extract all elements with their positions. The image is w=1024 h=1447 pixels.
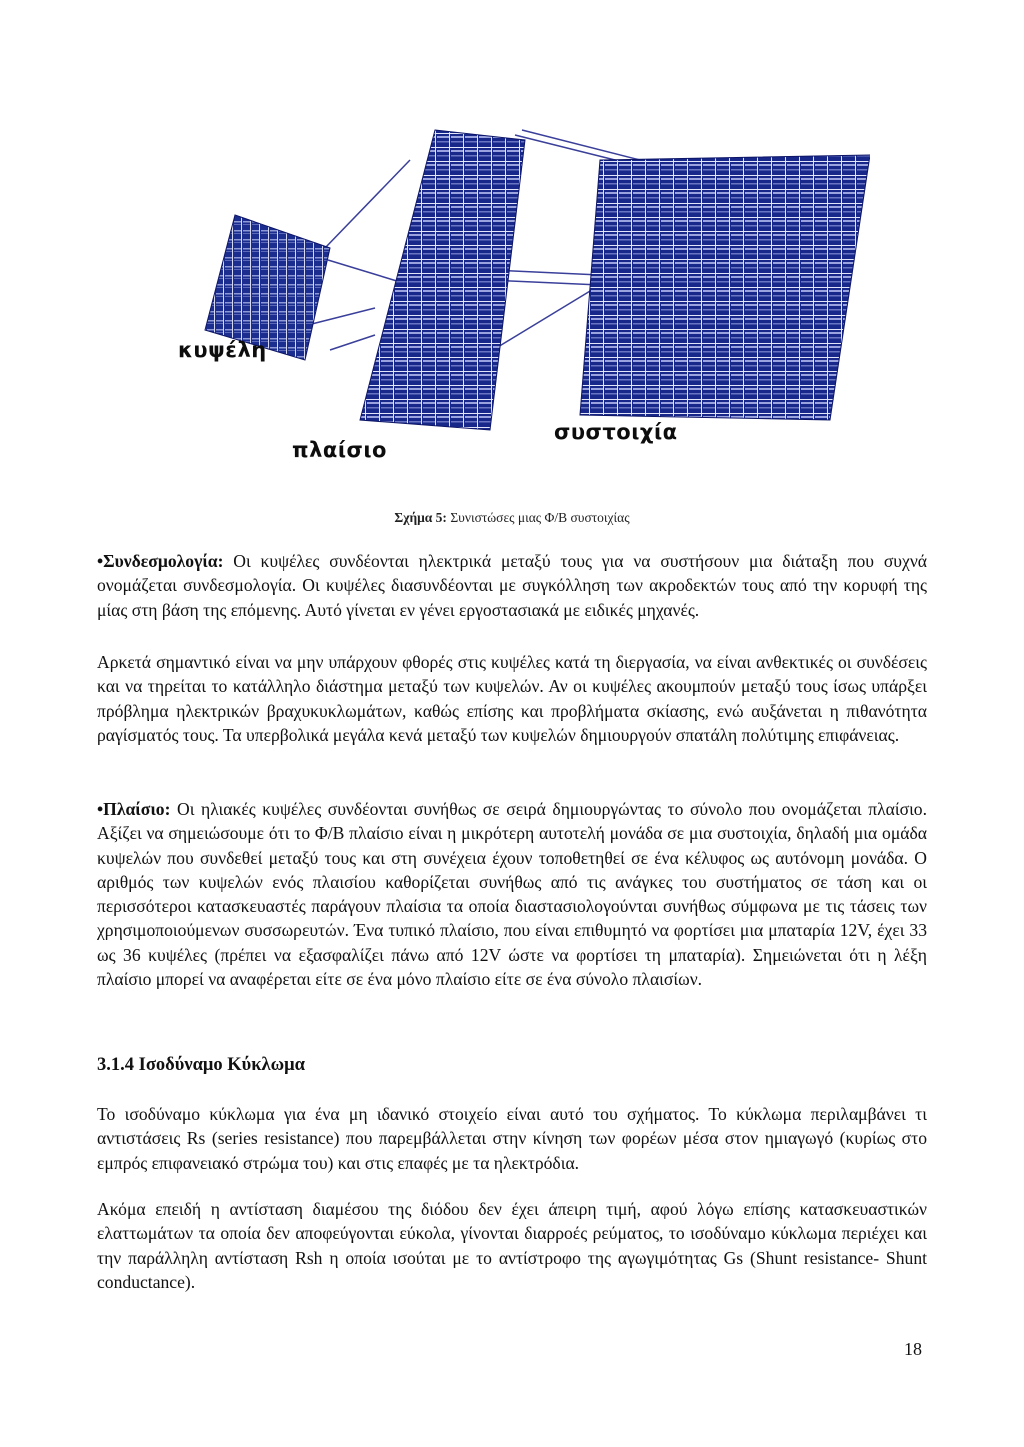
paragraph-module [97, 797, 927, 991]
paragraph-connection [97, 549, 927, 622]
section-heading: 3.1.4 Ισοδύναμο Κύκλωμα [97, 1055, 305, 1075]
paragraph-equivalent-circuit: Το ισοδύναμο κύκλωμα για ένα μη ιδανικό στοιχείο είναι αυτό του σχήματος. Το κύκλωμα περιλαμβάνει τι αντιστάσεις Rs (series resistance) που παρεμβάλλεται στην κίνηση των φορέων μέσα στον ημιαγωγό (κυρίως στο εμπρός επιφανειακό στρώμα του) και στις επαφές με τα ηλεκτρόδια. [97, 1104, 927, 1173]
pv-array-figure [170, 120, 870, 465]
label-module: πλαίσιο [292, 438, 387, 462]
paragraph-connection-text: Οι κυψέλες συνδέονται ηλεκτρικά μεταξύ τους για να συστήσουν μια διάταξη που συχνά ονομάζεται συνδεσμολογία. Οι κυψέλες διασυνδέονται με συγκόλληση των ακροδεκτών τους από την κορυφή της μίας στη βάση της επόμενης. Αυτό γίνεται εν γένει εργοστασιακά με ειδικές μηχανές. [97, 551, 927, 620]
paragraph-spacing: Αρκετά σημαντικό είναι να μην υπάρχουν φθορές στις κυψέλες κατά τη διεργασία, να είναι ανθεκτικές οι συνδέσεις και να τηρείται το κατάλληλο διάστημα μεταξύ των κυψελών. Αν οι κυψέλες ακουμπούν μεταξύ τους ίσως υπάρξει πρόβλημα ηλεκτρικών βραχυκυκλωμάτων, καθώς επίσης και προβλήματα σκίασης, ενώ αυξάνεται η πιθανότητα ραγίσματός τους. Τα υπερβολικά μεγάλα κενά μεταξύ των κυψελών δημιουργούν σπατάλη πολύτιμης επιφάνειας. [97, 652, 927, 745]
module-panel [360, 130, 525, 430]
paragraph-module-text: Οι ηλιακές κυψέλες συνδέονται συνήθως σε σειρά δημιουργώντας το σύνολο που ονομάζεται πλαίσιο. Αξίζει να σημειώσουμε ότι το Φ/Β πλαίσιο είναι η μικρότερη αυτοτελή μονάδα σε μια συστοιχία, δηλαδή μια ομάδα κυψελών που συνδεθεί μεταξύ τους και στη συνέχεια έχουν τοποθετηθεί σε ένα κέλυφος ως αυτόνομη μονάδα. Ο αριθμός των κυψελών ενός πλαισίου καθορίζεται συνήθως από τις ανάγκες του συστήματος σε τάση και οι περισσότεροι κατασκευαστές παράγουν πλαίσια τα οποία διαστασιολογούνται συνήθως σύμφωνα με τις τάσεις των χρησιμοποιούμενων συσσωρευτών. Ένα τυπικό πλαίσιο, που είναι επιθυμητό να φορτίσει μια μπαταρία 12V, έχει 33 ως 36 κυψέλες (πρέπει να εξασφαλίζει πάνω από 12V ώστε να φορτίσει τη μπαταρία). Σημειώνεται ότι η λέξη πλαίσιο μπορεί να αναφέρεται είτε σε ένα μόνο πλαίσιο είτε σε ένα σύνολο πλαισίων. [97, 799, 927, 990]
label-cell: κυψέλη [178, 338, 267, 362]
term-connection: •Συνδεσμολογία: [97, 551, 224, 571]
pv-array-illustration [170, 120, 870, 465]
array-panel [580, 155, 870, 420]
figure-caption [0, 510, 1024, 526]
paragraph-shunt-resistance: Ακόμα επειδή η αντίσταση διαμέσου της διόδου δεν έχει άπειρη τιμή, αφού λόγω επίσης κατασκευαστικών ελαττωμάτων τα οποία δεν αποφεύγονται εύκολα, γίνονται διαρροές ρεύματος, το ισοδύναμο κύκλωμα περιέχει και την παράλληλη αντίσταση Rsh η οποία ισούται με το αντίστροφο της αγωγιμότητας Gs (Shunt resistance- Shunt conductance). [97, 1199, 927, 1292]
label-array: συστοιχία [554, 420, 678, 444]
page-number: 18 [904, 1339, 922, 1359]
term-module: •Πλαίσιο: [97, 799, 171, 819]
caption-text: Συνιστώσες μιας Φ/Β συστοιχίας [450, 510, 630, 525]
caption-label: Σχήμα 5: [394, 510, 447, 525]
